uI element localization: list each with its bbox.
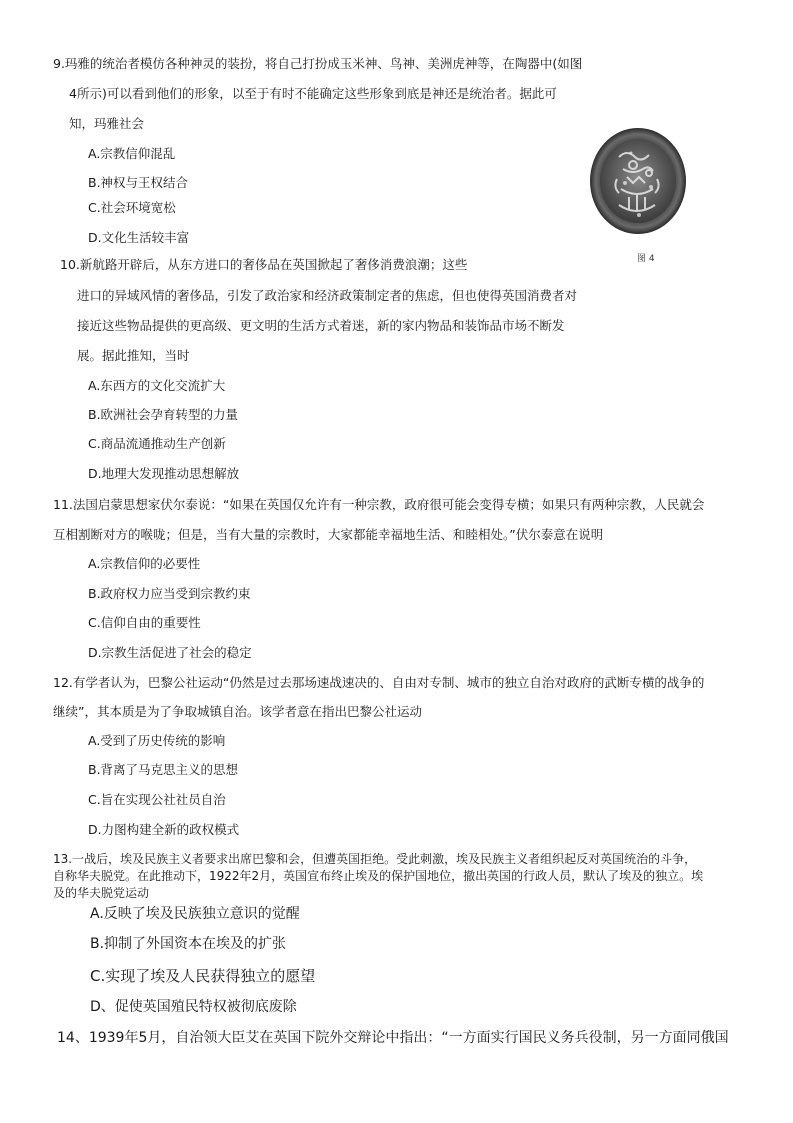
q11-stem-line-1: 11.法国启蒙思想家伏尔泰说：“如果在英国仅允许有一种宗教，政府很可能会变得专横；如果只有两种宗教，人民就会: [53, 497, 705, 512]
q14-stem-line-1: 14、1939年5月，自治领大臣艾在英国下院外交辩论中指出：“一方面实行国民义务兵役制，另一方面同俄国: [57, 1030, 729, 1046]
q10-option-b: B.欧洲社会孕育转型的力量: [88, 407, 239, 422]
q10-option-d: D.地理大发现推动思想解放: [88, 466, 240, 481]
q12-stem-line-2: 继续”，其本质是为了争取城镇自治。该学者意在指出巴黎公社运动: [53, 704, 422, 719]
q9-stem-line-1: 9.玛雅的统治者模仿各种神灵的装扮，将自己打扮成玉米神、鸟神、美洲虎神等，在陶器中(如图: [53, 56, 583, 71]
q11-stem-line-2: 互相割断对方的喉咙；但是，当有大量的宗教时，大家都能幸福地生活、和睦相处。”伏尔泰意在说明: [53, 527, 604, 542]
q13-stem-line-1: 13.一战后，埃及民族主义者要求出席巴黎和会，但遭英国拒绝。受此刺激，埃及民族主义者组织起反对英国统治的斗争，: [53, 852, 697, 866]
q13-stem-line-2: 自称华夫脱党。在此推动下，1922年2月，英国宣布终止埃及的保护国地位，撤出英国的行政人员，默认了埃及的独立。埃: [53, 869, 704, 883]
q13-option-d: D、促使英国殖民特权被彻底废除: [90, 999, 297, 1015]
q11-option-d: D.宗教生活促进了社会的稳定: [88, 645, 252, 660]
q12-option-d: D.力图构建全新的政权模式: [88, 822, 240, 837]
q11-option-b: B.政府权力应当受到宗教约束: [88, 586, 251, 601]
q12-option-a: A.受到了历史传统的影响: [88, 733, 226, 748]
q13-option-c: C.实现了埃及人民获得独立的愿望: [90, 967, 316, 985]
q9-option-d: D.文化生活较丰富: [88, 230, 190, 245]
q10-stem-line-1: 10.新航路开辟后，从东方进口的奢侈品在英国掀起了奢侈消费浪潮；这些: [60, 257, 468, 272]
q13-option-b: B.抑制了外国资本在埃及的扩张: [90, 936, 287, 952]
q13-stem-line-3: 及的华夫脱党运动: [53, 886, 150, 900]
q12-option-c: C.旨在实现公社社员自治: [88, 792, 226, 807]
q13-option-a: A.反映了埃及民族独立意识的觉醒: [90, 906, 300, 922]
q9-option-c: C.社会环境宽松: [88, 200, 176, 215]
q9-stem-line-2: 4所示)可以看到他们的形象，以至于有时不能确定这些形象到底是神还是统治者。据此可: [69, 86, 557, 101]
q10-option-c: C.商品流通推动生产创新: [88, 436, 226, 451]
q10-stem-line-3: 接近这些物品提供的更高级、更文明的生活方式着迷，新的家内物品和装饰品市场不断发: [77, 318, 565, 333]
q11-option-a: A.宗教信仰的必要性: [88, 556, 201, 571]
q12-option-b: B.背离了马克思主义的思想: [88, 762, 239, 777]
q9-stem-line-3: 知，玛雅社会: [69, 116, 145, 131]
q9-option-b: B.神权与王权结合: [88, 175, 189, 190]
q10-stem-line-2: 进口的异域风情的奢侈品，引发了政治家和经济政策制定者的焦虑，但也使得英国消费者对: [77, 288, 578, 303]
q9-option-a: A.宗教信仰混乱: [88, 146, 176, 161]
q10-option-a: A.东西方的文化交流扩大: [88, 378, 226, 393]
figure-4-caption: 图 4: [637, 254, 655, 264]
q10-stem-line-4: 展。据此推知，当时: [77, 348, 190, 363]
maya-pottery-figure: [589, 127, 687, 235]
q12-stem-line-1: 12.有学者认为，巴黎公社运动“仍然是过去那场速战速决的、自由对专制、城市的独立自治对政府的武断专横的战争的: [53, 675, 705, 690]
q11-option-c: C.信仰自由的重要性: [88, 615, 201, 630]
